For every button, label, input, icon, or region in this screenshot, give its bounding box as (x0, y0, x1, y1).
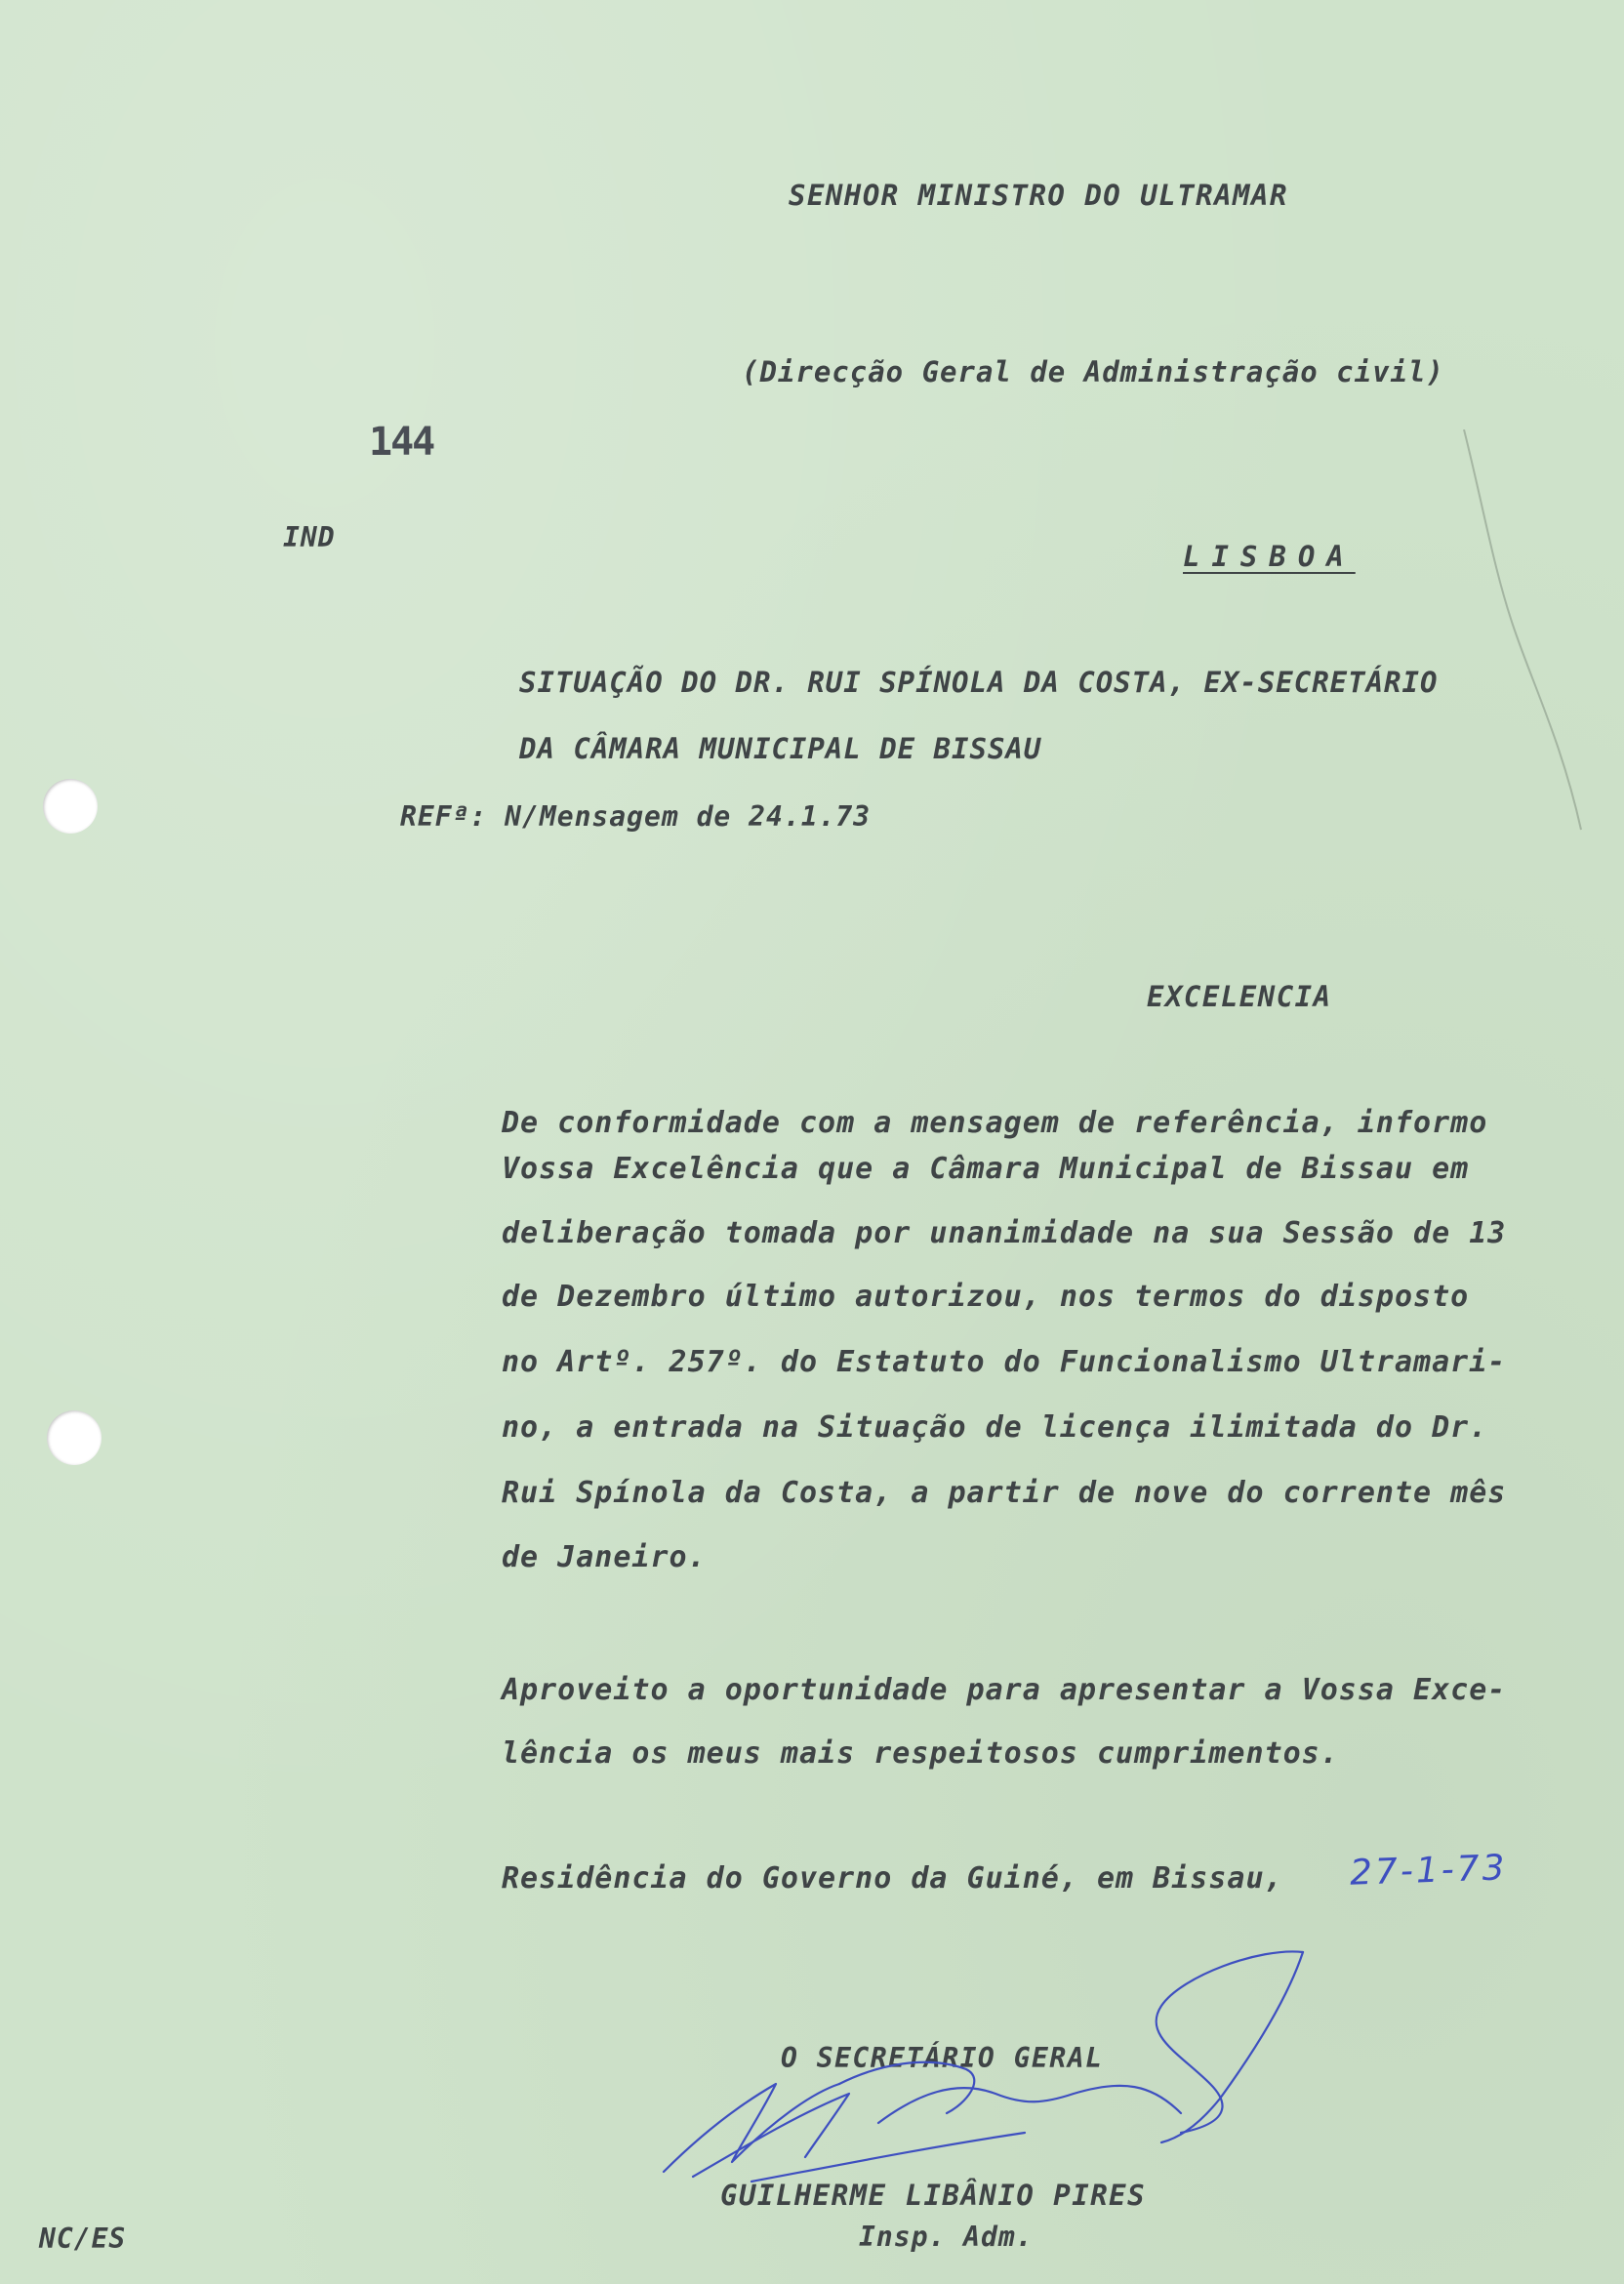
closing-line: Aproveito a oportunidade para apresentar a Vossa Exce- (502, 1673, 1507, 1707)
signatory-role: Insp. Adm. (859, 2221, 1034, 2253)
classification-code: IND (283, 521, 336, 553)
body-line: deliberação tomada por unanimidade na sua Sessão de 13 (502, 1216, 1507, 1250)
typist-initials: NC/ES (39, 2223, 127, 2255)
body-line: no Artº. 257º. do Estatuto do Funcionalismo Ultramari- (502, 1345, 1507, 1379)
department-heading: (Direcção Geral de Administração civil) (742, 355, 1444, 388)
handwritten-date: 27-1-73 (1349, 1848, 1509, 1894)
addressee-heading: SENHOR MINISTRO DO ULTRAMAR (789, 179, 1288, 212)
handwritten-signature (634, 1937, 1318, 2191)
body-line: Rui Spínola da Costa, a partir de nove do corrente mês (502, 1476, 1507, 1510)
body-line: no, a entrada na Situação de licença ilimitada do Dr. (502, 1410, 1488, 1445)
paper-crease (1454, 429, 1601, 839)
punch-hole (47, 1410, 102, 1465)
body-line: de Dezembro último autorizou, nos termos do disposto (502, 1280, 1470, 1314)
body-line: De conformidade com a mensagem de referência, informo (502, 1106, 1488, 1140)
body-line: Vossa Excelência que a Câmara Municipal de Bissau em (502, 1152, 1470, 1186)
closing-line: lência os meus mais respeitosos cumprimentos. (502, 1736, 1339, 1771)
salutation: EXCELENCIA (1147, 980, 1332, 1013)
reference-line: REFª: N/Mensagem de 24.1.73 (400, 800, 872, 833)
subject-line: SITUAÇÃO DO DR. RUI SPÍNOLA DA COSTA, EX-SECRETÁRIO (519, 666, 1439, 699)
signatory-title: O SECRETÁRIO GERAL (781, 2042, 1104, 2074)
residence-line: Residência do Governo da Guiné, em Bissau, (502, 1861, 1283, 1896)
stamp-number: 144 (369, 420, 434, 465)
signatory-name: GUILHERME LIBÂNIO PIRES (720, 2179, 1147, 2212)
punch-hole (43, 779, 98, 834)
body-line: de Janeiro. (502, 1540, 707, 1574)
city-heading: LISBOA (1183, 540, 1356, 573)
subject-line: DA CÂMARA MUNICIPAL DE BISSAU (519, 732, 1042, 765)
